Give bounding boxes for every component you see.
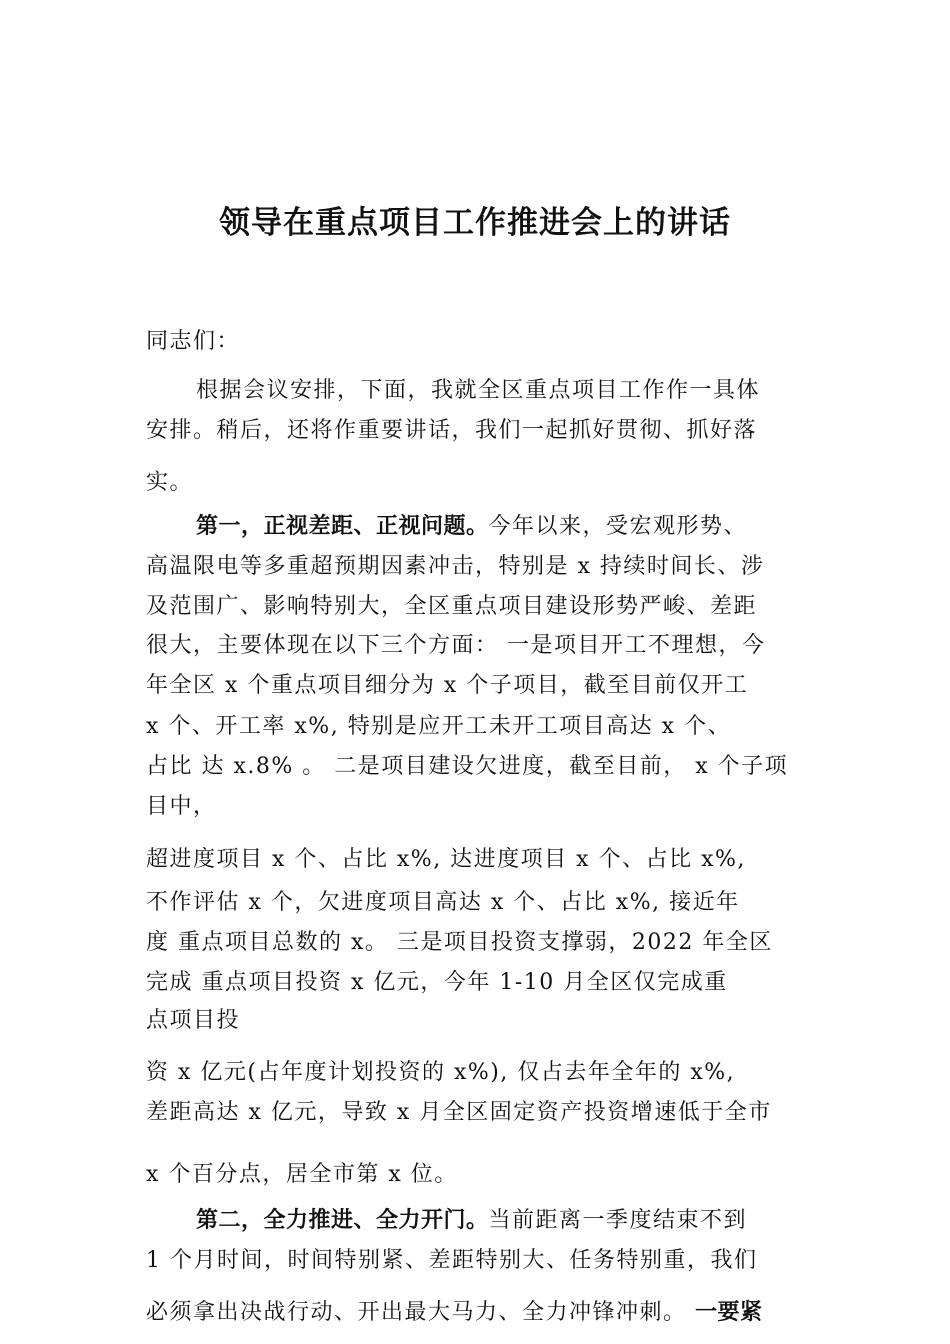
paragraph-line	[196, 1206, 866, 1236]
paragraph-line: 高温限电等多重超预期因素冲击，特别是 x 持续时间长、涉	[146, 554, 765, 579]
paragraph-line	[196, 512, 866, 542]
paragraph-line: 实。	[146, 470, 194, 495]
line-text: 必须拿出决战行动、开出最大马力、全力冲锋冲刺。	[146, 1300, 695, 1325]
paragraph-line: 差距高达 x 亿元，导致 x 月全区固定资产投资增速低于全市	[146, 1100, 772, 1125]
paragraph-line: 及范围广、影响特别大，全区重点项目建设形势严峻、差距	[146, 594, 758, 619]
salutation: 同志们：	[146, 329, 241, 354]
paragraph-line: 超进度项目 x 个、占比 x%, 达进度项目 x 个、占比 x%,	[146, 847, 746, 872]
paragraph-line: 目中，	[146, 794, 217, 819]
paragraph-line: 不作评估 x 个，欠进度项目高达 x 个、占比 x%, 接近年	[146, 890, 740, 915]
section-heading: 第一，正视差距、正视问题。	[196, 514, 489, 539]
paragraph-line	[146, 1298, 816, 1328]
page-title: 领导在重点项目工作推进会上的讲话	[219, 205, 731, 241]
paragraph-line: 占比 达 x.8% 。 二是项目建设欠进度，截至目前， x 个子项	[146, 754, 789, 779]
paragraph-line: x 个、开工率 x%, 特别是应开工未开工项目高达 x 个、	[146, 714, 732, 739]
paragraph-line: x 个百分点，居全市第 x 位。	[146, 1162, 458, 1187]
paragraph-line: 1 个月时间，时间特别紧、差距特别大、任务特别重，我们	[146, 1248, 758, 1273]
paragraph-line: 点项目投	[146, 1008, 241, 1033]
paragraph-line: 资 x 亿元(占年度计划投资的 x%), 仅占去年全年的 x%,	[146, 1060, 736, 1085]
paragraph-line: 度 重点项目总数的 x。 三是项目投资支撑弱，2022 年全区	[146, 930, 773, 955]
paragraph-line: 很大，主要体现在以下三个方面： 一是项目开工不理想，今	[146, 633, 766, 658]
line-text: 今年以来，受宏观形势、	[488, 514, 748, 539]
emphasis-text: 一要紧	[695, 1300, 763, 1325]
section-heading: 第二，全力推进、全力开门。	[196, 1208, 489, 1233]
paragraph-line: 年全区 x 个重点项目细分为 x 个子项目，截至目前仅开工	[146, 673, 749, 698]
paragraph-line: 根据会议安排，下面，我就全区重点项目工作作一具体	[196, 378, 761, 403]
line-text: 当前距离一季度结束不到	[488, 1208, 748, 1233]
paragraph-line: 安排。稍后，还将作重要讲话，我们一起抓好贯彻、抓好落	[146, 418, 758, 443]
paragraph-line: 完成 重点项目投资 x 亿元，今年 1-10 月全区仅完成重	[146, 970, 728, 995]
